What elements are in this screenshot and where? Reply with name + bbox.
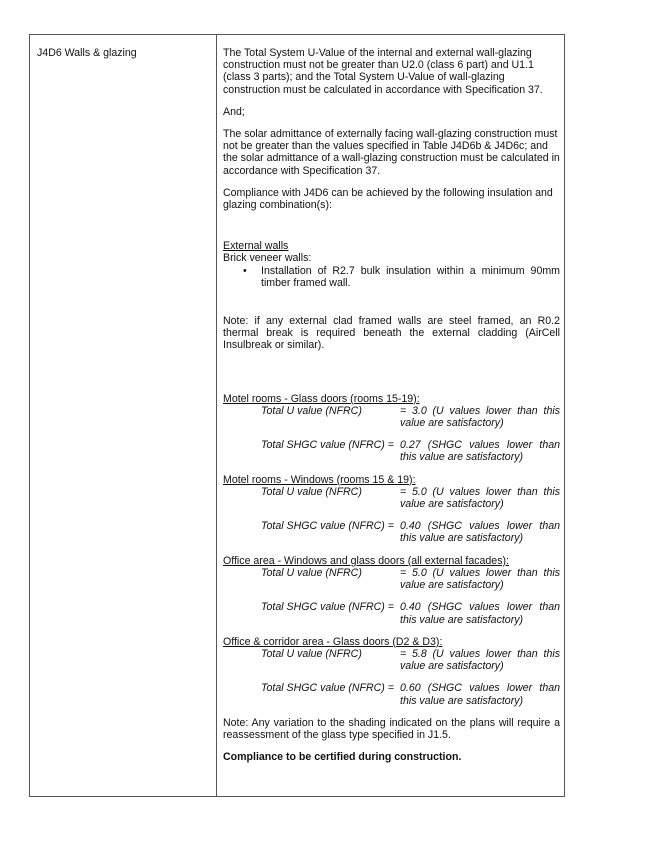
external-walls-section: [223, 240, 560, 289]
solar-paragraph: The solar admittance of externally facing wall-glazing construction must not be greater than the values specified in Table J4D6b & J4D6c; and the solar admittance of a wall-glazing construction must be calculated in accordance with Specification 37.: [223, 128, 560, 177]
column-divider: [216, 35, 217, 796]
glazing-section-2: [223, 555, 560, 626]
shgc-text: 0.27 (SHGC values lower than this value are satisfactory): [400, 439, 560, 464]
u-value-row: [261, 648, 560, 672]
compliance-paragraph: Compliance with J4D6 can be achieved by the following insulation and glazing combination(s):: [223, 186, 553, 212]
glazing-heading: Motel rooms - Windows (rooms 15 & 19):: [223, 473, 416, 486]
glazing-section-3: [223, 636, 560, 707]
shgc-key: Total SHGC value (NFRC) =: [261, 439, 394, 452]
shgc-key: Total SHGC value (NFRC) =: [261, 682, 394, 695]
bullet-icon: •: [243, 264, 247, 277]
glazing-section-0: [223, 393, 560, 464]
row-label: J4D6 Walls & glazing: [37, 47, 137, 59]
u-value-text: = 5.8 (U values lower than this value are satisfactory): [400, 647, 560, 673]
glazing-section-1: [223, 474, 560, 545]
certification-text: Compliance to be certified during construction.: [223, 751, 462, 764]
requirements-cell: [223, 47, 560, 763]
u-value-row: [261, 567, 560, 591]
requirements-table: [29, 34, 565, 797]
u-value-row: [261, 486, 560, 510]
shgc-text: 0.40 (SHGC values lower than this value are satisfactory): [400, 601, 560, 626]
shgc-row: [261, 682, 560, 706]
shgc-row: [261, 439, 560, 463]
u-value-key: Total U value (NFRC): [261, 647, 362, 660]
external-walls-sub: Brick veneer walls:: [223, 252, 312, 265]
u-value-key: Total U value (NFRC): [261, 404, 362, 417]
glazing-heading: Motel rooms - Glass doors (rooms 15-19):: [223, 392, 420, 405]
and-text: And;: [223, 105, 245, 118]
shgc-row: [261, 520, 560, 544]
external-walls-heading: External walls: [223, 240, 289, 253]
shading-note: Note: Any variation to the shading indicated on the plans will require a reassessment of the glass type specified in J1.5.: [223, 716, 560, 741]
shgc-row: [261, 601, 560, 625]
bullet-item: [243, 265, 560, 289]
glazing-heading: Office area - Windows and glass doors (all external facades):: [223, 554, 509, 567]
u-value-text: = 3.0 (U values lower than this value are satisfactory): [400, 404, 560, 430]
shgc-text: 0.40 (SHGC values lower than this value are satisfactory): [400, 520, 560, 545]
intro-paragraph: The Total System U-Value of the internal and external wall-glazing construction must not be greater than U2.0 (class 6 part) and U1.1 (class 3 parts); and the Total System U-Value of wall-glazing construction must be calculated in accordance with Specification 37.: [223, 47, 543, 96]
glazing-heading: Office & corridor area - Glass doors (D2 & D3):: [223, 635, 443, 648]
bullet-text: Installation of R2.7 bulk insulation within a minimum 90mm timber framed wall.: [261, 264, 560, 289]
shgc-key: Total SHGC value (NFRC) =: [261, 601, 394, 614]
shgc-text: 0.60 (SHGC values lower than this value are satisfactory): [400, 682, 560, 707]
u-value-row: [261, 405, 560, 429]
steel-note: Note: if any external clad framed walls are steel framed, an R0.2 thermal break is required beneath the external cladding (AirCell Insulbreak or similar).: [223, 315, 560, 352]
u-value-text: = 5.0 (U values lower than this value are satisfactory): [400, 485, 560, 511]
u-value-text: = 5.0 (U values lower than this value are satisfactory): [400, 566, 560, 592]
u-value-key: Total U value (NFRC): [261, 566, 362, 579]
u-value-key: Total U value (NFRC): [261, 485, 362, 498]
shgc-key: Total SHGC value (NFRC) =: [261, 520, 394, 533]
